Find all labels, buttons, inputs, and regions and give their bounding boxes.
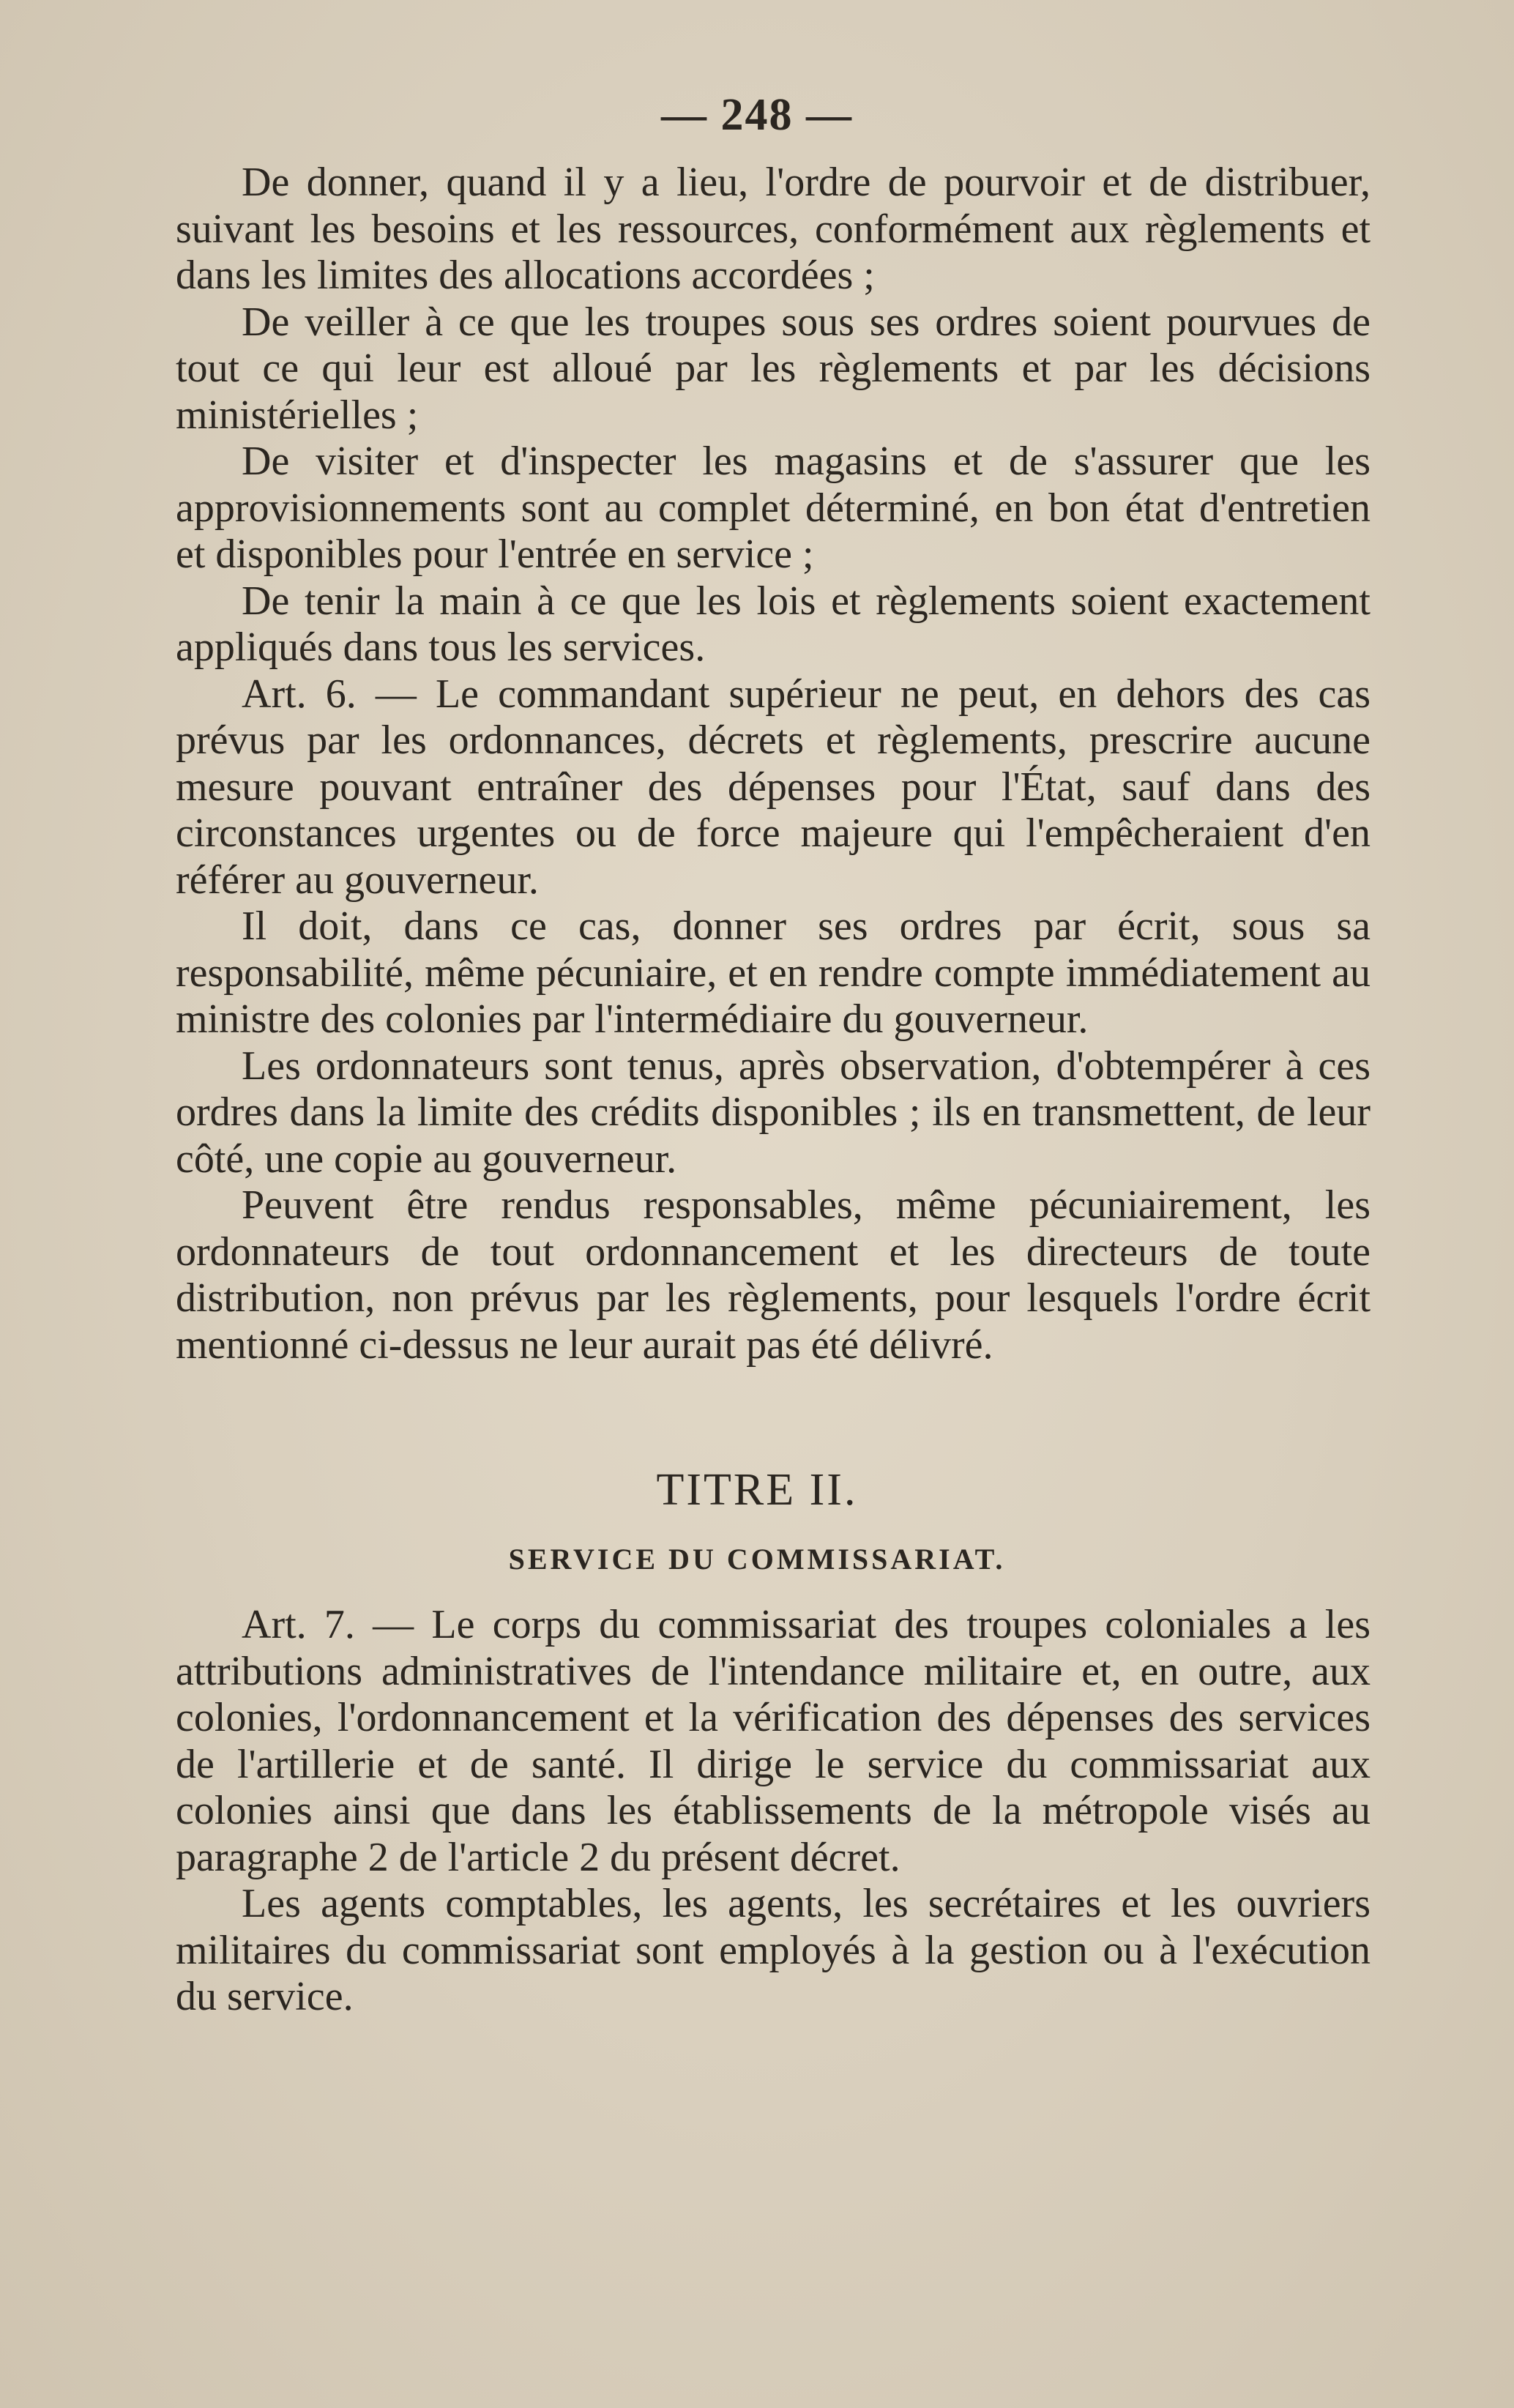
section-title: TITRE II.	[656, 1465, 858, 1515]
paragraph: Les agents comptables, les agents, les secrétaires et les ouvriers militaires du commissariat sont employés à la gestion ou à l'exécution du service.	[176, 1881, 1371, 2019]
paragraph: Peuvent être rendus responsables, même pécuniairement, les ordonnateurs de tout ordonnancement et les directeurs de toute distribution, non prévus par les règlements, pour lesquels l'ordre écrit mentionné ci-dessus ne leur aurait pas été délivré.	[176, 1182, 1371, 1368]
paragraph: De veiller à ce que les troupes sous ses ordres soient pourvues de tout ce qui leur est alloué par les règlements et par les décisions ministérielles ;	[176, 299, 1371, 438]
paragraph: Il doit, dans ce cas, donner ses ordres par écrit, sous sa responsabilité, même pécuniaire, et en rendre compte immédiatement au ministre des colonies par l'intermédiaire du gouverneur.	[176, 903, 1371, 1042]
body-text-top	[176, 160, 1371, 1368]
page-number: — 248 —	[661, 90, 853, 140]
article-7-paragraph: Art. 7. — Le corps du commissariat des troupes coloniales a les attributions administratives de l'intendance militaire et, en outre, aux colonies, l'ordonnancement et la vérification des dépenses des services de l'artillerie et de santé. Il dirige le service du commissariat aux colonies ainsi que dans les établissements de la métropole visés au paragraphe 2 de l'article 2 du présent décret.	[176, 1602, 1371, 1880]
section-subtitle: SERVICE DU COMMISSARIAT.	[508, 1543, 1006, 1576]
article-6-paragraph: Art. 6. — Le commandant supérieur ne peut, en dehors des cas prévus par les ordonnances, décrets et règlements, prescrire aucune mesure pouvant entraîner des dépenses pour l'État, sauf dans des circonstances urgentes ou de force majeure qui l'empêcheraient d'en référer au gouverneur.	[176, 671, 1371, 903]
body-text-bottom	[176, 1602, 1371, 2021]
paragraph: Les ordonnateurs sont tenus, après observation, d'obtempérer à ces ordres dans la limite des crédits disponibles ; ils en transmettent, de leur côté, une copie au gouverneur.	[176, 1043, 1371, 1182]
paragraph: De donner, quand il y a lieu, l'ordre de pourvoir et de distribuer, suivant les besoins et les ressources, conformément aux règlements et dans les limites des allocations accordées ;	[176, 160, 1371, 298]
paragraph: De tenir la main à ce que les lois et règlements soient exactement appliqués dans tous les services.	[176, 578, 1371, 670]
paragraph: De visiter et d'inspecter les magasins et de s'assurer que les approvisionnements sont au complet déterminé, en bon état d'entretien et disponibles pour l'entrée en service ;	[176, 439, 1371, 577]
